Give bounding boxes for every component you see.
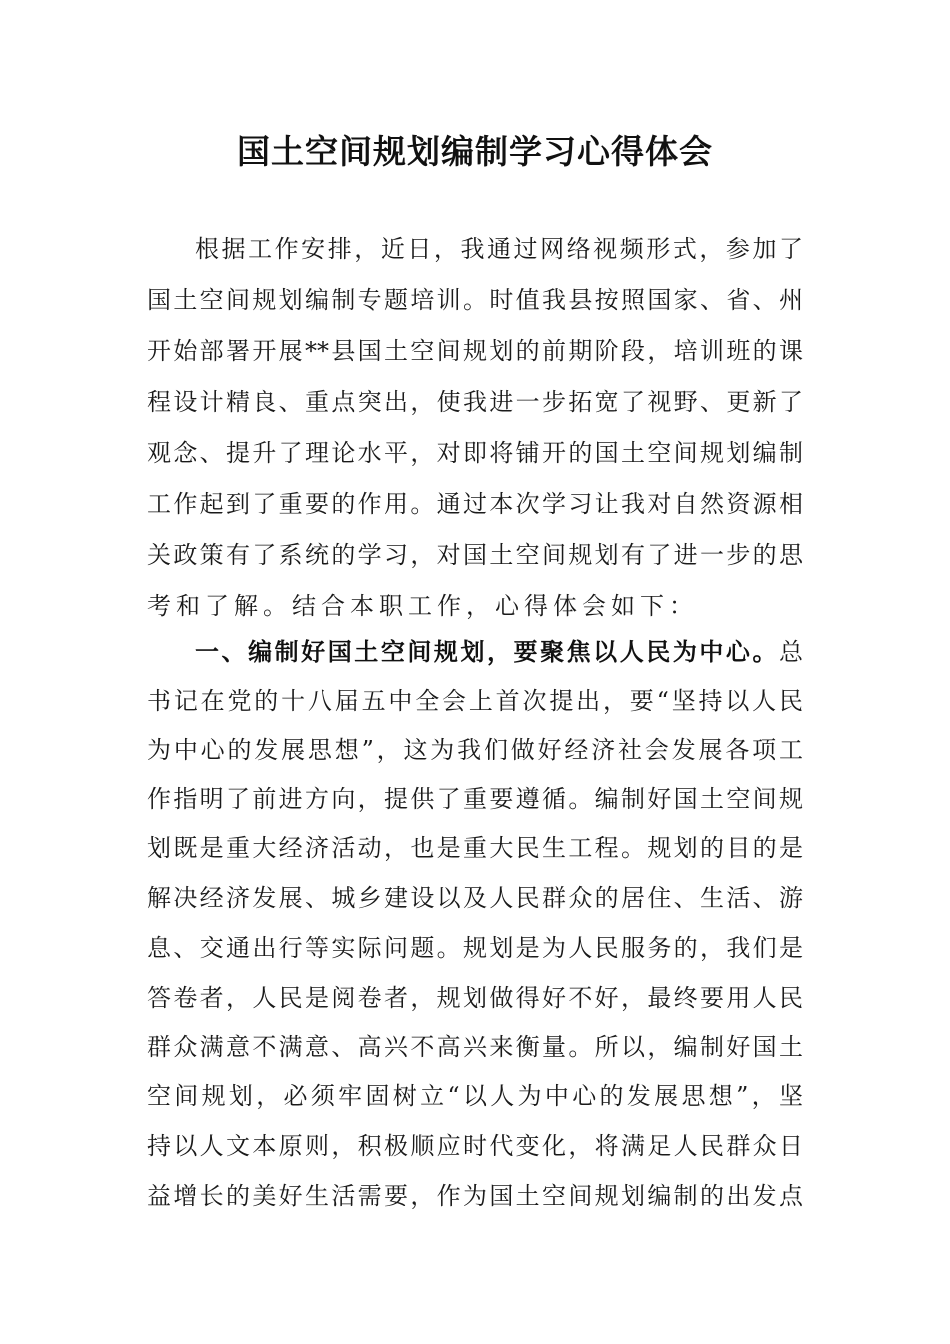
- section-line: 为中心的发展思想”，这为我们做好经济社会发展各项工: [147, 736, 803, 764]
- section-line: 作指明了前进方向，提供了重要遵循。编制好国土空间规: [147, 785, 803, 813]
- section-line: 解决经济发展、城乡建设以及人民群众的居住、生活、游: [147, 884, 803, 912]
- section-line: 划既是重大经济活动，也是重大民生工程。规划的目的是: [147, 834, 803, 862]
- intro-line: 考和了解。结合本职工作，心得体会如下：: [147, 592, 698, 620]
- section-heading-line: [195, 626, 803, 678]
- section-line: 益增长的美好生活需要，作为国土空间规划编制的出发点: [147, 1182, 803, 1210]
- intro-line: 根据工作安排，近日，我通过网络视频形式，参加了: [195, 235, 803, 263]
- section-line: 空间规划，必须牢固树立“以人为中心的发展思想”，坚: [147, 1082, 803, 1110]
- section-line: 持以人文本原则，积极顺应时代变化，将满足人民群众日: [147, 1132, 803, 1160]
- intro-line: 开始部署开展**县国土空间规划的前期阶段，培训班的课: [147, 337, 803, 365]
- section-line: 书记在党的十八届五中全会上首次提出，要“坚持以人民: [147, 687, 803, 715]
- intro-line: 观念、提升了理论水平，对即将铺开的国土空间规划编制: [147, 439, 803, 467]
- intro-line: 程设计精良、重点突出，使我进一步拓宽了视野、更新了: [147, 388, 803, 416]
- section-line: 答卷者，人民是阅卷者，规划做得好不好，最终要用人民: [147, 984, 803, 1012]
- section-line: 息、交通出行等实际问题。规划是为人民服务的，我们是: [147, 934, 803, 962]
- intro-line: 工作起到了重要的作用。通过本次学习让我对自然资源相: [147, 490, 803, 518]
- section-heading: 一、编制好国土空间规划，要聚焦以人民为中心。: [195, 637, 779, 666]
- section-line: 群众满意不满意、高兴不高兴来衡量。所以，编制好国土: [147, 1033, 803, 1061]
- document-title: 国土空间规划编制学习心得体会: [237, 132, 713, 171]
- section-line-rest: 总: [779, 638, 803, 666]
- intro-line: 关政策有了系统的学习，对国土空间规划有了进一步的思: [147, 541, 803, 569]
- intro-line: 国土空间规划编制专题培训。时值我县按照国家、省、州: [147, 286, 803, 314]
